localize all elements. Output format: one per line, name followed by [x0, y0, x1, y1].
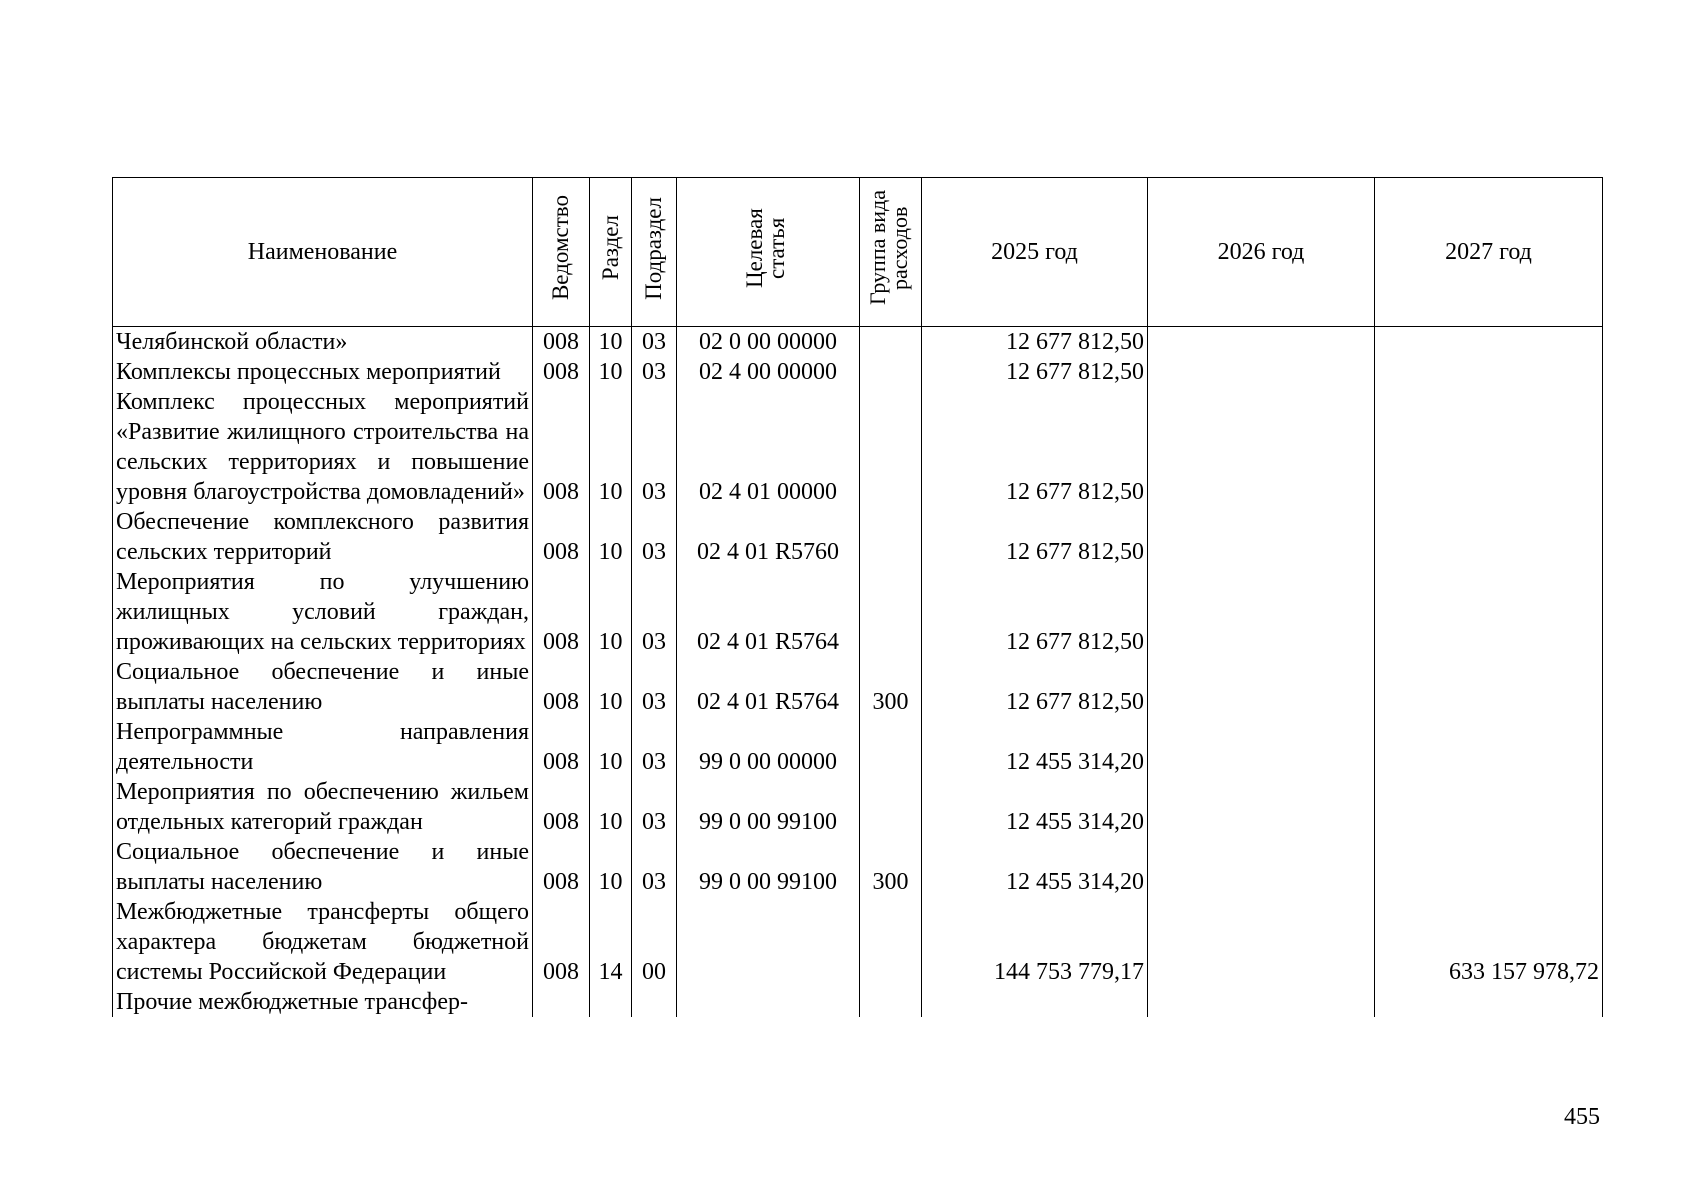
- table-cell-podrazdel: 03: [632, 657, 677, 717]
- table-cell-2026: [1148, 777, 1375, 837]
- table-row: [113, 387, 1603, 507]
- table-cell-gruppa: [860, 777, 922, 837]
- table-cell-2026: [1148, 567, 1375, 657]
- table-cell-gruppa: 300: [860, 837, 922, 897]
- table-cell-podrazdel: 03: [632, 327, 677, 358]
- table-cell-2026: [1148, 387, 1375, 507]
- table-cell-2027: [1375, 357, 1603, 387]
- table-cell-razdel: 10: [590, 777, 632, 837]
- table-cell-celevaya: 99 0 00 99100: [677, 777, 860, 837]
- table-row: [113, 657, 1603, 717]
- table-cell-2026: [1148, 897, 1375, 987]
- table-cell-vedomstvo: 008: [533, 717, 590, 777]
- table-cell-celevaya: 02 0 00 00000: [677, 327, 860, 358]
- table-cell-name: Мероприятия по улучшению жилищных условий граждан, проживающих на сельских территориях: [113, 567, 533, 657]
- table-cell-name: Межбюджетные трансферты общего характера бюджетам бюджетной системы Российской Федерации: [113, 897, 533, 987]
- table-cell-vedomstvo: 008: [533, 897, 590, 987]
- header-razdel: Раздел: [590, 178, 632, 327]
- table-cell-2025: 12 677 812,50: [922, 657, 1148, 717]
- table-cell-celevaya: 02 4 01 00000: [677, 387, 860, 507]
- header-gruppa: Группа вида расходов: [860, 178, 922, 327]
- table-cell-2027: [1375, 987, 1603, 1017]
- table-row: [113, 567, 1603, 657]
- table-cell-name: Комплекс процессных мероприятий «Развитие жилищного строительства на сельских территориях и повышение уровня благоустройства домовладений»: [113, 387, 533, 507]
- table-cell-vedomstvo: 008: [533, 777, 590, 837]
- header-2025: 2025 год: [922, 178, 1148, 327]
- header-celevaya: Целевая статья: [677, 178, 860, 327]
- table-cell-2025: 12 677 812,50: [922, 327, 1148, 358]
- table-cell-celevaya: [677, 897, 860, 987]
- table-cell-celevaya: [677, 987, 860, 1017]
- table-cell-2025: 12 677 812,50: [922, 357, 1148, 387]
- table-cell-2025: 12 677 812,50: [922, 387, 1148, 507]
- table-cell-vedomstvo: 008: [533, 567, 590, 657]
- table-cell-celevaya: 99 0 00 99100: [677, 837, 860, 897]
- table-cell-name: Прочие межбюджетные трансфер-: [113, 987, 533, 1017]
- table-cell-2027: [1375, 567, 1603, 657]
- table-row: [113, 327, 1603, 358]
- table-cell-2027: [1375, 777, 1603, 837]
- header-2027: 2027 год: [1375, 178, 1603, 327]
- table-cell-2025: 12 677 812,50: [922, 567, 1148, 657]
- table-cell-2027: [1375, 387, 1603, 507]
- table-cell-gruppa: [860, 897, 922, 987]
- table-cell-razdel: 10: [590, 837, 632, 897]
- table-cell-razdel: 14: [590, 897, 632, 987]
- table-header-row: [113, 178, 1603, 327]
- table-cell-podrazdel: 03: [632, 507, 677, 567]
- table-cell-podrazdel: 03: [632, 837, 677, 897]
- table-cell-2025: 12 677 812,50: [922, 507, 1148, 567]
- table-cell-2026: [1148, 657, 1375, 717]
- table-cell-podrazdel: 03: [632, 387, 677, 507]
- header-vedomstvo: Ведомство: [533, 178, 590, 327]
- table-cell-vedomstvo: 008: [533, 837, 590, 897]
- table-cell-2025: 12 455 314,20: [922, 777, 1148, 837]
- table-row: [113, 717, 1603, 777]
- table-row: [113, 837, 1603, 897]
- table-cell-name: Социальное обеспечение и иные выплаты населению: [113, 657, 533, 717]
- header-2026: 2026 год: [1148, 178, 1375, 327]
- budget-table: [112, 177, 1603, 1017]
- table-cell-vedomstvo: 008: [533, 657, 590, 717]
- table-cell-razdel: 10: [590, 567, 632, 657]
- table-cell-gruppa: [860, 357, 922, 387]
- table-cell-2026: [1148, 987, 1375, 1017]
- table-cell-gruppa: [860, 507, 922, 567]
- table-cell-vedomstvo: 008: [533, 507, 590, 567]
- table-row: [113, 357, 1603, 387]
- table-cell-2025: 144 753 779,17: [922, 897, 1148, 987]
- table-row: [113, 897, 1603, 987]
- table-cell-razdel: 10: [590, 507, 632, 567]
- table-cell-2027: [1375, 507, 1603, 567]
- table-cell-vedomstvo: 008: [533, 357, 590, 387]
- table-cell-2025: [922, 987, 1148, 1017]
- table-cell-gruppa: [860, 717, 922, 777]
- table-cell-vedomstvo: 008: [533, 387, 590, 507]
- table-cell-razdel: 10: [590, 387, 632, 507]
- table-cell-gruppa: [860, 327, 922, 358]
- table-cell-name: Непрограммные направления деятельности: [113, 717, 533, 777]
- header-podrazdel: Подраздел: [632, 178, 677, 327]
- table-cell-2027: [1375, 717, 1603, 777]
- table-cell-name: Социальное обеспечение и иные выплаты населению: [113, 837, 533, 897]
- table-cell-gruppa: [860, 987, 922, 1017]
- table-cell-2027: [1375, 657, 1603, 717]
- table-cell-2027: [1375, 327, 1603, 358]
- table-cell-podrazdel: 03: [632, 717, 677, 777]
- table-cell-gruppa: 300: [860, 657, 922, 717]
- table-cell-gruppa: [860, 387, 922, 507]
- table-cell-vedomstvo: [533, 987, 590, 1017]
- table-cell-gruppa: [860, 567, 922, 657]
- table-cell-celevaya: 02 4 01 R5764: [677, 657, 860, 717]
- table-cell-celevaya: 02 4 01 R5760: [677, 507, 860, 567]
- table-cell-2025: 12 455 314,20: [922, 837, 1148, 897]
- table-cell-celevaya: 99 0 00 00000: [677, 717, 860, 777]
- header-name: Наименование: [113, 178, 533, 327]
- table-cell-razdel: 10: [590, 327, 632, 358]
- table-cell-podrazdel: 00: [632, 897, 677, 987]
- table-cell-name: Комплексы процессных мероприятий: [113, 357, 533, 387]
- table-cell-2026: [1148, 507, 1375, 567]
- table-cell-2025: 12 455 314,20: [922, 717, 1148, 777]
- table-cell-razdel: 10: [590, 717, 632, 777]
- table-cell-2026: [1148, 717, 1375, 777]
- table-cell-podrazdel: [632, 987, 677, 1017]
- page-number: 455: [1564, 1104, 1600, 1130]
- table-cell-razdel: 10: [590, 657, 632, 717]
- table-cell-2027: [1375, 837, 1603, 897]
- table-cell-podrazdel: 03: [632, 777, 677, 837]
- table-cell-name: Челябинской области»: [113, 327, 533, 358]
- table-cell-podrazdel: 03: [632, 567, 677, 657]
- table-cell-vedomstvo: 008: [533, 327, 590, 358]
- table-cell-2026: [1148, 837, 1375, 897]
- table-cell-2026: [1148, 327, 1375, 358]
- table-cell-razdel: [590, 987, 632, 1017]
- table-row: [113, 507, 1603, 567]
- table-cell-razdel: 10: [590, 357, 632, 387]
- table-cell-podrazdel: 03: [632, 357, 677, 387]
- table-row: [113, 987, 1603, 1017]
- table-cell-name: Мероприятия по обеспечению жильем отдельных категорий граждан: [113, 777, 533, 837]
- table-cell-2026: [1148, 357, 1375, 387]
- table-cell-name: Обеспечение комплексного развития сельских территорий: [113, 507, 533, 567]
- table-cell-celevaya: 02 4 00 00000: [677, 357, 860, 387]
- table-cell-celevaya: 02 4 01 R5764: [677, 567, 860, 657]
- table-row: [113, 777, 1603, 837]
- table-cell-2027: 633 157 978,72: [1375, 897, 1603, 987]
